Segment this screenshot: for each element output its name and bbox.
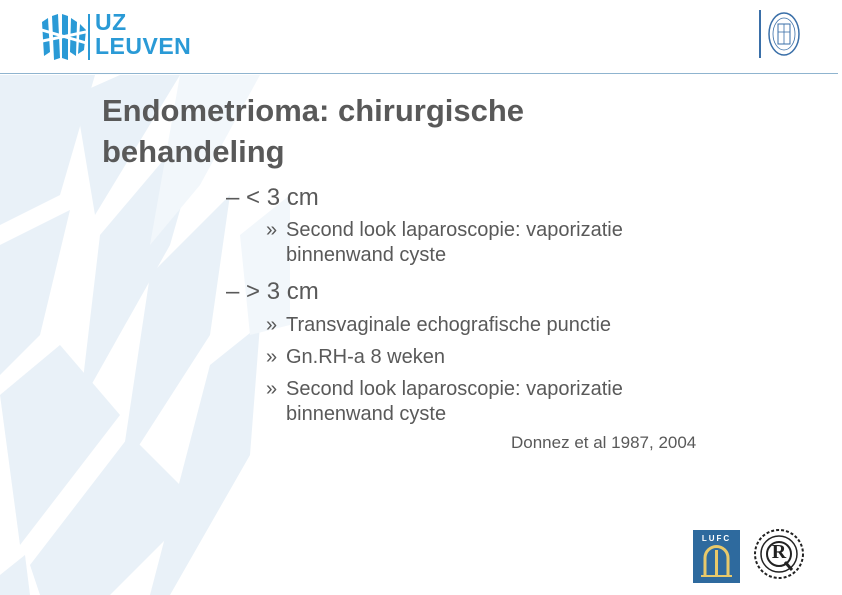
logo-line-leuven: LEUVEN <box>95 33 192 59</box>
subbullet-transvaginale <box>266 313 611 338</box>
subbullet-text: Gn.RH-a 8 weken <box>286 346 445 368</box>
subbullet-text-cont: binnenwand cyste <box>286 244 447 266</box>
slide-title <box>102 90 722 172</box>
uz-leuven-logo-icon <box>40 12 88 62</box>
subbullet-marker: » <box>266 346 278 368</box>
logo-divider <box>88 14 90 60</box>
subbullet-marker: » <box>266 314 278 336</box>
rq-letter: R <box>771 541 787 563</box>
subbullet-marker: » <box>266 378 278 400</box>
seal-divider <box>759 10 761 58</box>
subbullet-second-look-1 <box>266 218 623 268</box>
lufc-logo <box>693 530 740 583</box>
subbullet-text: Transvaginale echografische punctie <box>286 314 612 336</box>
header-rule <box>0 73 838 74</box>
title-line-2: behandeling <box>102 134 285 169</box>
bullet-greater-than-3cm: – > 3 cm <box>226 278 319 305</box>
subbullet-text-cont: binnenwand cyste <box>286 403 447 425</box>
lufc-logo-text: LUFC <box>701 534 732 543</box>
rq-quality-logo <box>752 526 806 582</box>
subbullet-text: Second look laparoscopie: vaporizatie <box>286 219 623 241</box>
subbullet-second-look-2 <box>266 377 623 427</box>
subbullet-text: Second look laparoscopie: vaporizatie <box>286 378 623 400</box>
bullet-less-than-3cm: – < 3 cm <box>226 184 319 211</box>
citation: Donnez et al 1987, 2004 <box>511 433 697 452</box>
subbullet-gnrha <box>266 345 445 370</box>
lufc-emblem-icon <box>693 530 740 583</box>
title-line-1: Endometrioma: chirurgische <box>102 93 525 128</box>
logo-wordmark <box>95 10 191 58</box>
university-seal-icon <box>766 10 802 58</box>
logo-line-uz: UZ <box>95 9 127 35</box>
subbullet-marker: » <box>266 219 278 241</box>
header <box>0 0 842 76</box>
